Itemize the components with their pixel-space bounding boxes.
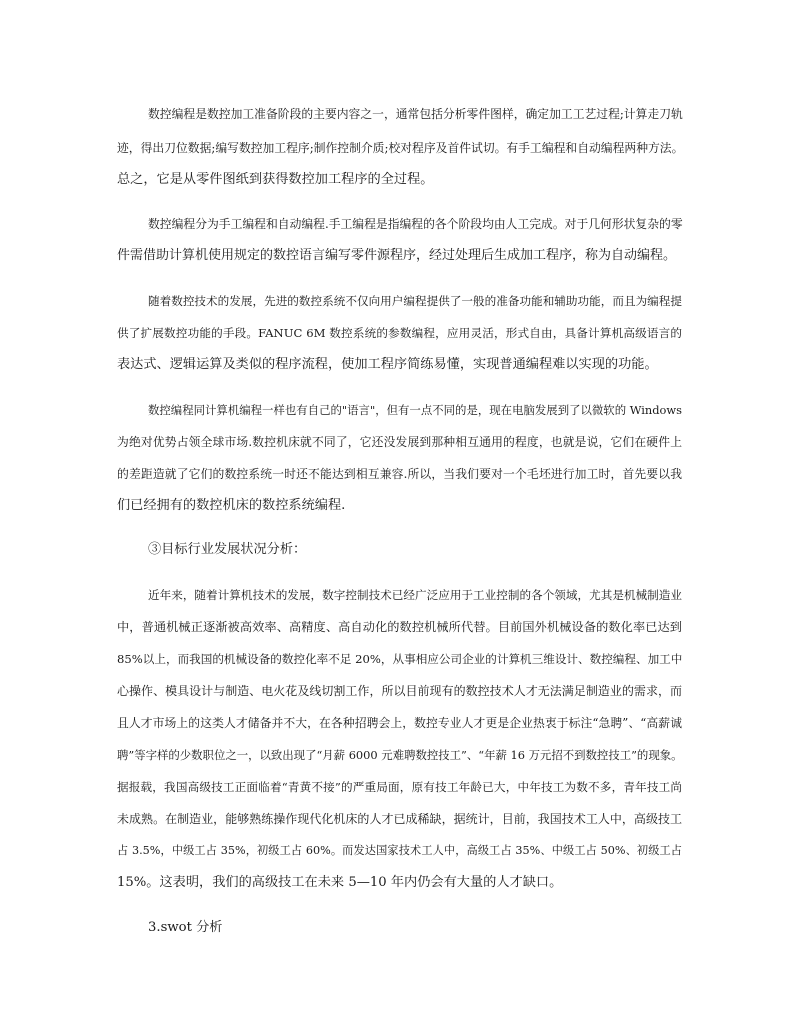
paragraph-6-line-8: 未成熟。在制造业，能够熟练操作现代化机床的人才已成稀缺，据统计，目前，我国技术工人中，高级技工 [117,812,682,826]
paragraph-2-line-2: 件需借助计算机使用规定的数控语言编写零件源程序，经过处理后生成加工程序，称为自动编程。 [117,248,677,263]
paragraph-6-line-2: 中，普通机械正逐渐被高效率、高精度、高自动化的数控机械所代替。目前国外机械设备的数化率已达到 [117,620,682,634]
paragraph-4-line-1: 数控编程同计算机编程一样也有自己的"语言"，但有一点不同的是，现在电脑发展到了以微软的 Windows [148,403,682,417]
paragraph-4-line-3: 的差距造就了它们的数控系统一时还不能达到相互兼容.所以，当我们要对一个毛坯进行加工时，首先要以我 [117,467,682,481]
paragraph-6-line-10: 15%。这表明，我们的高级技工在未来 5—10 年内仍会有大量的人才缺口。 [117,875,563,890]
paragraph-6-line-9: 占 3.5%，中级工占 35%，初级工占 60%。而发达国家技术工人中，高级工占 35%、中级工占 50%、初级工占 [117,844,682,857]
paragraph-1-line-1: 数控编程是数控加工准备阶段的主要内容之一，通常包括分析零件图样，确定加工工艺过程;计算走刀轨 [148,107,683,121]
paragraph-2-line-1: 数控编程分为手工编程和自动编程.手工编程是指编程的各个阶段均由人工完成。对于几何形状复杂的零 [148,217,683,231]
paragraph-6-line-4: 心操作、模具设计与制造、电火花及线切割工作，所以目前现有的数控技术人才无法满足制造业的需求，而 [117,684,682,698]
section-heading-swot: 3.swot 分析 [148,920,223,935]
paragraph-6-line-7: 据报载，我国高级技工正面临着“青黄不接”的严重局面，原有技工年龄已大，中年技工为数不多，青年技工尚 [117,780,682,794]
paragraph-6-line-3: 85%以上，而我国的机械设备的数控化率不足 20%，从事相应公司企业的计算机三维设计、数控编程、加工中 [117,652,683,666]
paragraph-4-line-2: 为绝对优势占领全球市场.数控机床就不同了，它还没发展到那种相互通用的程度，也就是说，它们在硬件上 [117,435,682,449]
paragraph-6-line-6: 聘”等字样的少数职位之一，以致出现了“月薪 6000 元难聘数控技工”、“年薪 16 万元招不到数控技工”的现象。 [117,748,683,762]
section-heading-industry-analysis: ③目标行业发展状况分析： [148,542,307,557]
paragraph-6-line-1: 近年来，随着计算机技术的发展，数字控制技术已经广泛应用于工业控制的各个领域，尤其是机械制造业 [148,588,682,602]
paragraph-6-line-5: 且人才市场上的这类人才储备并不大，在各种招聘会上，数控专业人才更是企业热衷于标注“急聘”、“高薪诚 [117,716,682,730]
paragraph-3-line-2: 供了扩展数控功能的手段。FANUC 6M 数控系统的参数编程，应用灵活，形式自由，具备计算机高级语言的 [117,326,682,340]
paragraph-3-line-3: 表达式、逻辑运算及类似的程序流程，使加工程序简练易懂，实现普通编程难以实现的功能。 [117,357,658,372]
paragraph-1-line-3: 总之，它是从零件图纸到获得数控加工程序的全过程。 [117,172,434,187]
paragraph-1-line-2: 迹，得出刀位数据;编写数控加工程序;制作控制介质;校对程序及首件试切。有手工编程和自动编程两种方法。 [117,141,684,155]
paragraph-3-line-1: 随着数控技术的发展，先进的数控系统不仅向用户编程提供了一般的准备功能和辅助功能，而且为编程提 [148,294,682,308]
paragraph-4-line-4: 们已经拥有的数控机床的数控系统编程. [117,498,346,513]
